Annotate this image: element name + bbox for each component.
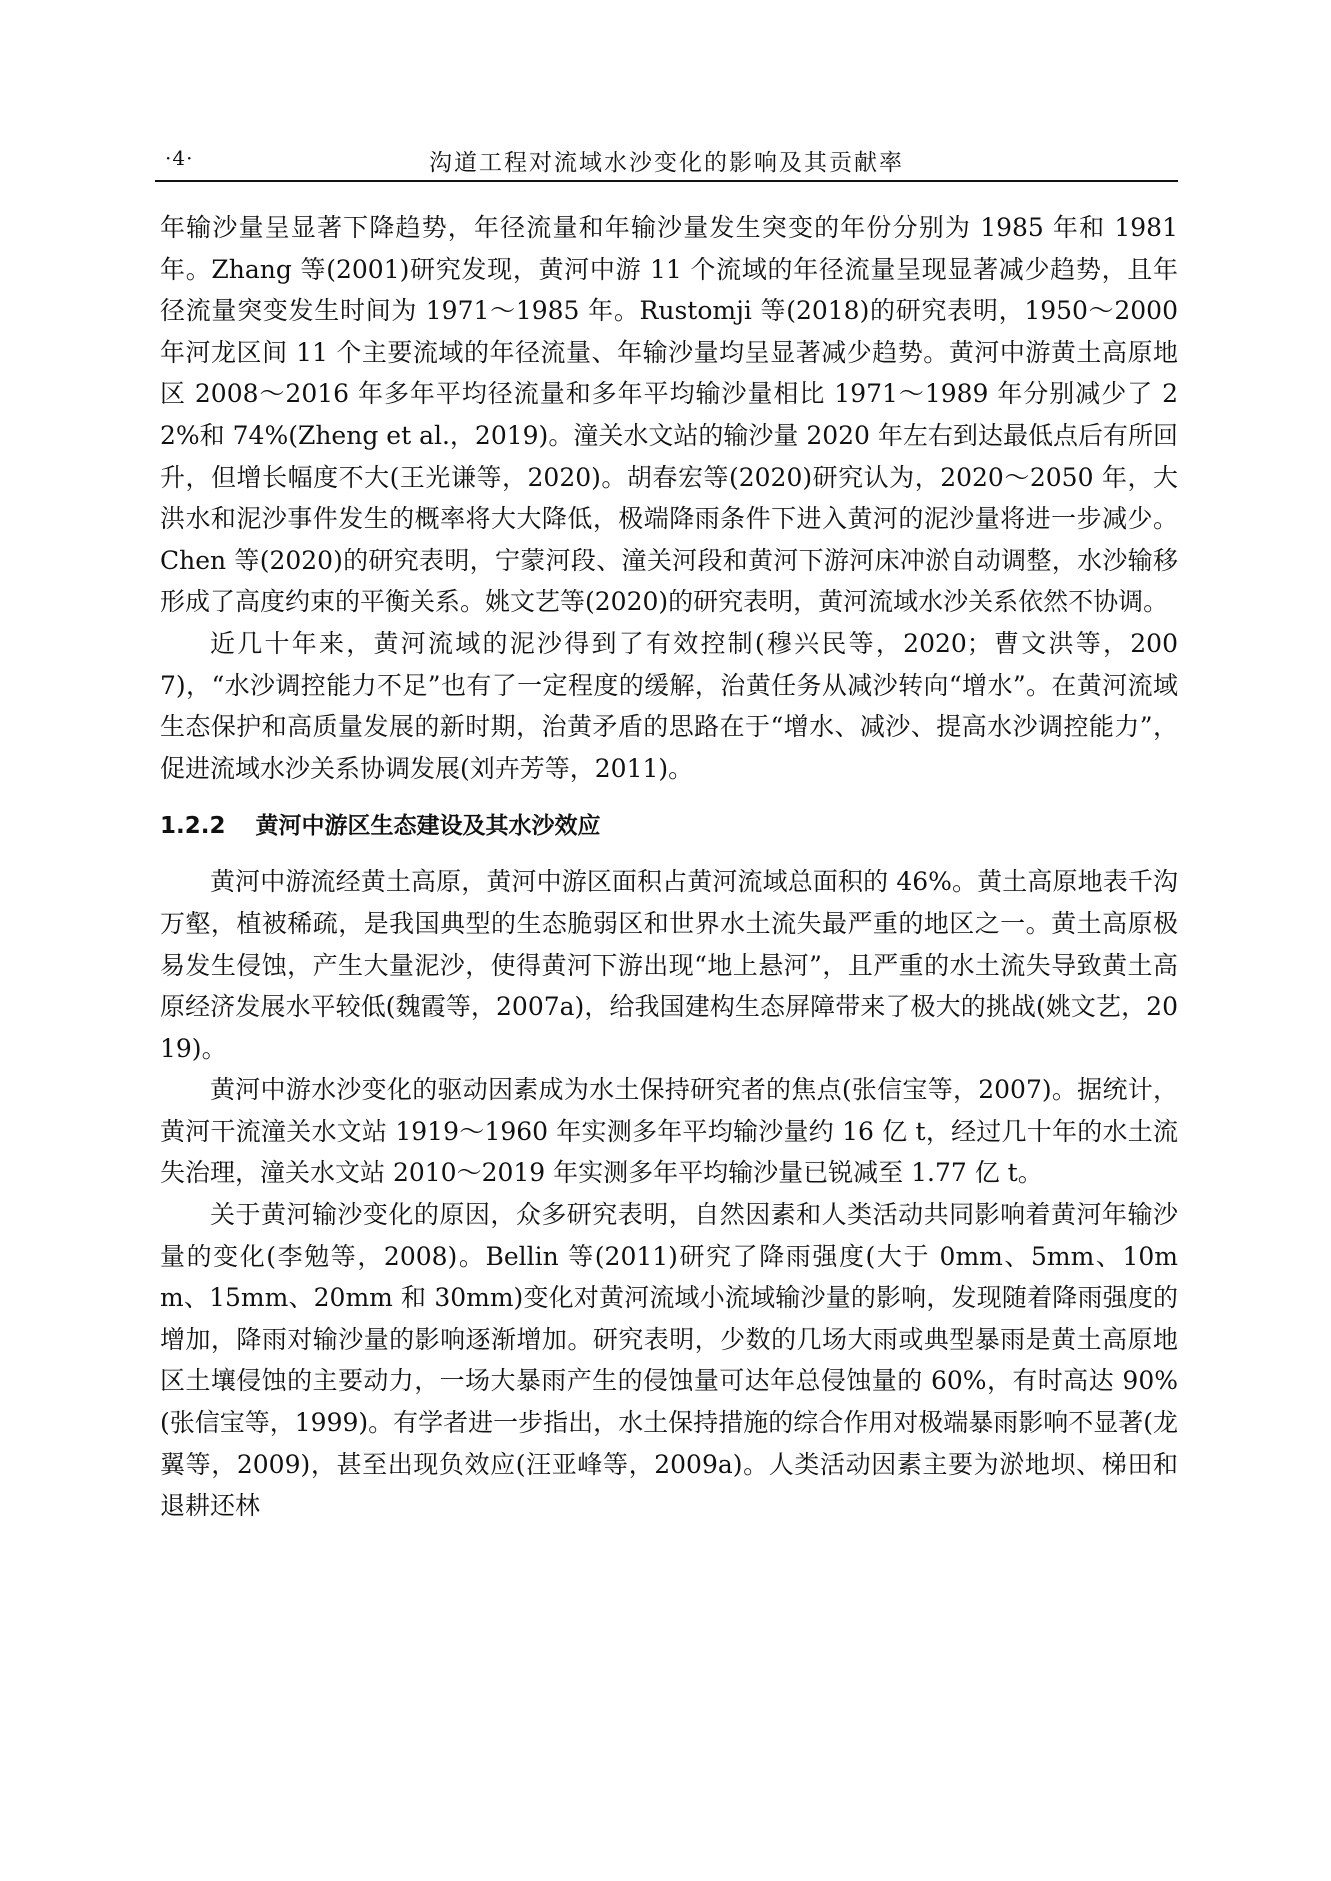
page-header	[155, 140, 1178, 182]
running-title: 沟道工程对流域水沙变化的影响及其贡献率	[429, 150, 904, 176]
section-number: 1.2.2	[160, 813, 226, 840]
page-body	[160, 207, 1178, 1527]
paragraph-5: 关于黄河输沙变化的原因，众多研究表明，自然因素和人类活动共同影响着黄河年输沙量的变化(李勉等，2008)。Bellin 等(2011)研究了降雨强度(大于 0mm、5mm、10mm、15mm、20mm 和 30mm)变化对黄河流域小流域输沙量的影响，发现随着降雨强度的增加，降雨对输沙量的影响逐渐增加。研究表明，少数的几场大雨或典型暴雨是黄土高原地区土壤侵蚀的主要动力，一场大暴雨产生的侵蚀量可达年总侵蚀量的 60%，有时高达 90%(张信宝等，1999)。有学者进一步指出，水土保持措施的综合作用对极端暴雨影响不显著(龙翼等，2009)，甚至出现负效应(汪亚峰等，2009a)。人类活动因素主要为淤地坝、梯田和退耕还林	[160, 1200, 1178, 1521]
paragraph-3: 黄河中游流经黄土高原，黄河中游区面积占黄河流域总面积的 46%。黄土高原地表千沟万壑，植被稀疏，是我国典型的生态脆弱区和世界水土流失最严重的地区之一。黄土高原极易发生侵蚀，产生大量泥沙，使得黄河下游出现“地上悬河”，且严重的水土流失导致黄土高原经济发展水平较低(魏霞等，2007a)，给我国建构生态屏障带来了极大的挑战(姚文艺，2019)。	[160, 867, 1178, 1063]
section-title: 黄河中游区生态建设及其水沙效应	[255, 813, 601, 840]
paragraph-1: 年输沙量呈显著下降趋势，年径流量和年输沙量发生突变的年份分别为 1985 年和 1981 年。Zhang 等(2001)研究发现，黄河中游 11 个流域的年径流量呈现显著减少趋势，且年径流量突变发生时间为 1971～1985 年。Rustomji 等(2018)的研究表明，1950～2000 年河龙区间 11 个主要流域的年径流量、年输沙量均呈显著减少趋势。黄河中游黄土高原地区 2008～2016 年多年平均径流量和多年平均输沙量相比 1971～1989 年分别减少了 22%和 74%(Zheng et al.，2019)。潼关水文站的输沙量 2020 年左右到达最低点后有所回升，但增长幅度不大(王光谦等，2020)。胡春宏等(2020)研究认为，2020～2050 年，大洪水和泥沙事件发生的概率将大大降低，极端降雨条件下进入黄河的泥沙量将进一步减少。Chen 等(2020)的研究表明，宁蒙河段、潼关河段和黄河下游河床冲淤自动调整，水沙输移形成了高度约束的平衡关系。姚文艺等(2020)的研究表明，黄河流域水沙关系依然不协调。	[160, 213, 1178, 617]
page-number: ·4·	[165, 146, 194, 170]
paragraph-4: 黄河中游水沙变化的驱动因素成为水土保持研究者的焦点(张信宝等，2007)。据统计，黄河干流潼关水文站 1919～1960 年实测多年平均输沙量约 16 亿 t，经过几十年的水土流失治理，潼关水文站 2010～2019 年实测多年平均输沙量已锐减至 1.77 亿 t。	[160, 1075, 1178, 1188]
paragraph-2: 近几十年来，黄河流域的泥沙得到了有效控制(穆兴民等，2020；曹文洪等，2007)，“水沙调控能力不足”也有了一定程度的缓解，治黄任务从减沙转向“增水”。在黄河流域生态保护和高质量发展的新时期，治黄矛盾的思路在于“增水、减沙、提高水沙调控能力”，促进流域水沙关系协调发展(刘卉芳等，2011)。	[160, 628, 1178, 783]
section-heading	[160, 809, 1178, 843]
